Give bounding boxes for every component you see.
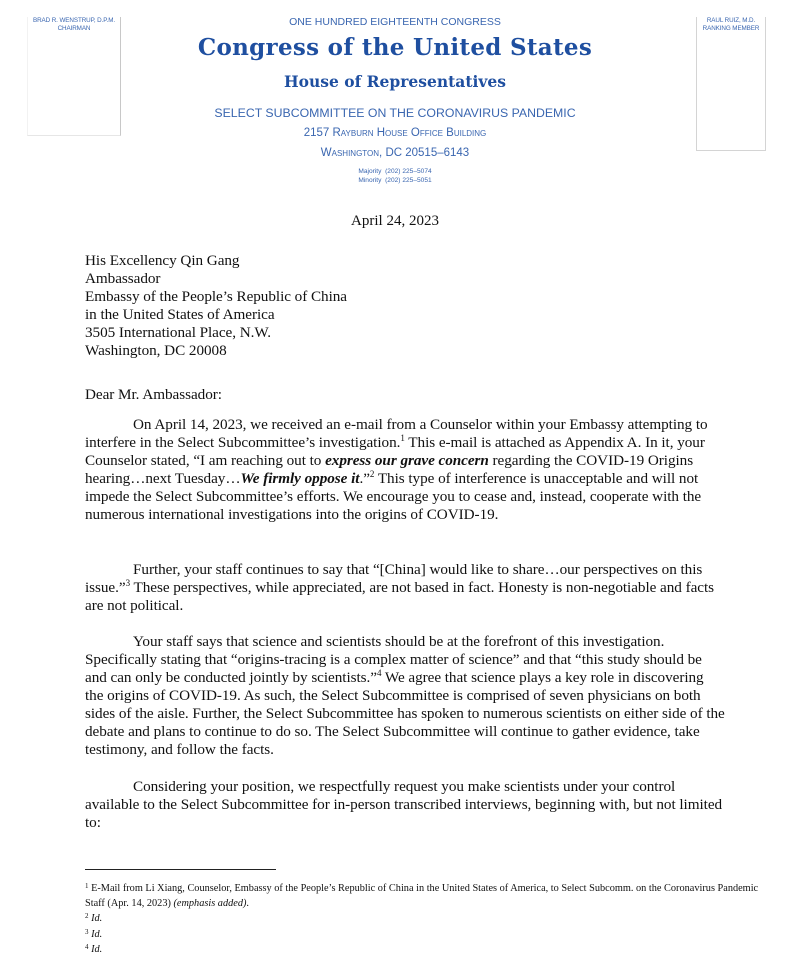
footnote-ref-2: 2 (369, 469, 375, 479)
footnote-tail: . (99, 928, 103, 940)
footnote-number: 1 (85, 882, 89, 890)
emphasis-quote-1: express our grave concern (325, 452, 489, 469)
address-line-2: Washington, DC 20515–6143 (320, 147, 470, 159)
footnote-2 (85, 911, 785, 926)
text: This e-mail is attached as Appendix A. In it, your Counselor stated, “I am reaching out to (85, 434, 705, 469)
recipient-address (85, 252, 725, 360)
emphasis-quote-2: We firmly oppose it (240, 470, 360, 487)
recipient-line: Embassy of the People’s Republic of China (85, 288, 348, 305)
text: .” (359, 470, 370, 487)
paragraph-3 (85, 633, 725, 759)
footnote-ref-3: 3 (125, 578, 131, 588)
recipient-line: in the United States of America (85, 306, 275, 323)
footnote-number: 2 (85, 912, 89, 921)
footnote-emphasis: (emphasis added) (173, 898, 247, 910)
paragraph-1 (85, 416, 725, 524)
congress-number: ONE HUNDRED EIGHTEENTH CONGRESS (289, 16, 501, 28)
ranking-member-title: RANKING MEMBER (702, 25, 760, 32)
footnotes (85, 881, 785, 957)
footnote-3 (85, 927, 785, 942)
text: Your staff says that science and scientists should be at the forefront of this investigation. Specifically stating that “origins-tracing is a complex matter of science” and that “this study should be and can only be conducted jointly by scientists.” (85, 633, 702, 686)
text: regarding the COVID-19 Origins hearing…next Tuesday… (85, 452, 694, 487)
footnote-number: 4 (85, 942, 89, 951)
footnote-divider (85, 869, 276, 870)
recipient-line: Ambassador (85, 270, 161, 287)
ranking-member-name: RAUL RUIZ, M.D. (706, 17, 756, 24)
footnote-tail: . (99, 913, 103, 925)
paragraph-4: Considering your position, we respectfully request you make scientists under your control available to the Select Subcommittee for in-person transcribed interviews, beginning with, but not limited to: (85, 778, 723, 831)
footnote-emphasis: Id (91, 913, 100, 925)
paragraph-2 (85, 561, 725, 615)
congress-title: Congress of the United States (197, 34, 593, 61)
address-line-1: 2157 Rayburn House Office Building (303, 127, 487, 139)
text: These perspectives, while appreciated, are not based in fact. Honesty is non-negotiable and facts are not political. (85, 579, 714, 614)
chairman-title: CHAIRMAN (57, 25, 91, 32)
phone-majority: Majority (202) 225–5074 (358, 168, 432, 175)
text: We agree that science plays a key role in discovering the origins of COVID-19. As such, the Select Subcommittee is comprised of seven physicians on both sides of the aisle. Further, the Select Subcommittee has spoken to numerous scientists on either side of the debate and plans to continue to do so. The Select Subcommittee will continue to gather evidence, take testimony, and follow the facts. (85, 669, 725, 758)
subcommittee-name: SELECT SUBCOMMITTEE ON THE CORONAVIRUS PANDEMIC (214, 106, 576, 120)
footnote-emphasis: Id (91, 928, 100, 940)
footnote-number: 3 (85, 927, 89, 936)
house-title: House of Representatives (284, 72, 506, 91)
footnote-tail: . (99, 943, 103, 955)
salutation: Dear Mr. Ambassador: (85, 386, 222, 403)
footnote-4 (85, 942, 785, 957)
text: On April 14, 2023, we received an e-mail from a Counselor within your Embassy attempting to interfere in the Select Subcommittee’s investigation. (85, 416, 708, 451)
chairman-name: BRAD R. WENSTRUP, D.P.M. (32, 17, 116, 24)
phone-minority: Minority (202) 225–5051 (358, 176, 432, 184)
recipient-line: His Excellency Qin Gang (85, 252, 240, 269)
footnote-ref-1: 1 (400, 433, 405, 443)
footnote-text: E-Mail from Li Xiang, Counselor, Embassy of the People’s Republic of China in the United States of America, to Select Subcomm. on the Coronavirus Pandemic Staff (Apr. 14, 2023) (85, 883, 759, 910)
footnote-emphasis: Id (91, 943, 100, 955)
footnote-ref-4: 4 (376, 668, 382, 678)
text: This type of interference is unacceptable and will not impede the Select Subcommittee’s efforts. We encourage you to cease and, instead, cooperate with the numerous international investigations into the origins of COVID-19. (85, 470, 702, 523)
footnote-tail: . (246, 898, 249, 910)
recipient-line: 3505 International Place, N.W. (85, 324, 272, 341)
text: Further, your staff continues to say that “[China] would like to share…our perspectives on this issue.” (85, 561, 703, 596)
recipient-line: Washington, DC 20008 (85, 342, 227, 359)
phone-numbers (0, 168, 790, 185)
footnote-1 (85, 881, 775, 911)
letter-date: April 24, 2023 (351, 213, 439, 229)
